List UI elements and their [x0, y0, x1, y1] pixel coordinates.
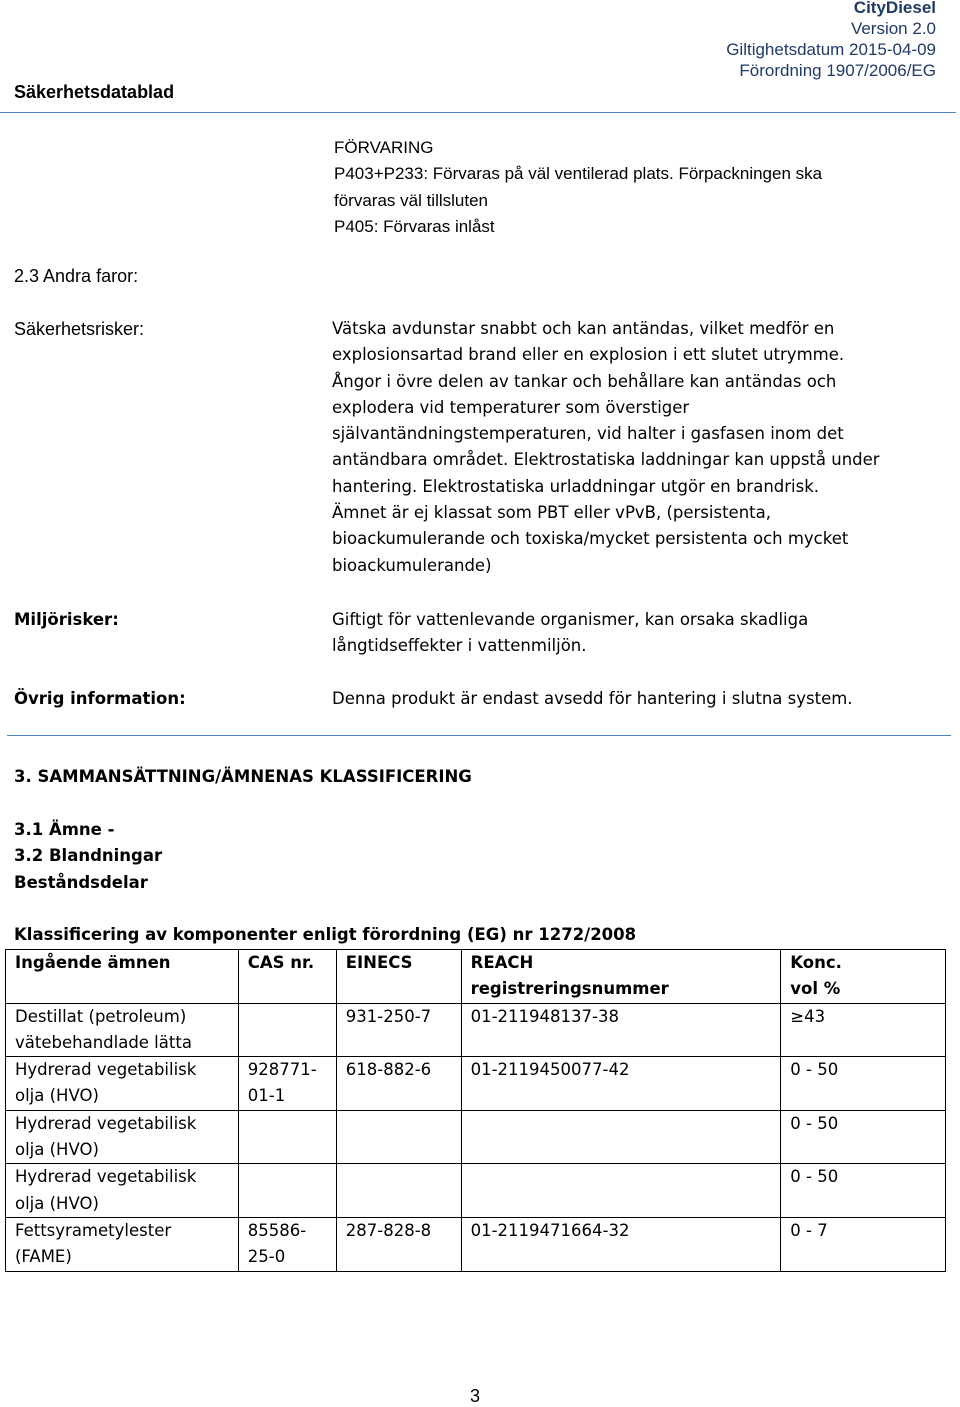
table-row [6, 1057, 946, 1111]
safety-line: antändbara området. Elektrostatiska laddningar kan uppstå under [332, 450, 880, 470]
cell-ingredient: Hydrerad vegetabilisk olja (HVO) [6, 1110, 239, 1164]
cell-einecs [336, 1110, 461, 1164]
safety-line: hantering. Elektrostatiska urladdningar utgör en brandrisk. [332, 476, 820, 496]
substance-heading: 3.1 Ämne - [14, 820, 115, 839]
cell-cas [238, 1164, 336, 1218]
cell-cas: 928771- 01-1 [238, 1057, 336, 1111]
storage-block [334, 135, 822, 240]
storage-line: P405: Förvaras inlåst [334, 216, 495, 236]
safety-line: Vätska avdunstar snabbt och kan antändas, vilket medför en [332, 319, 835, 338]
cell-concentration: ≥43 [781, 1003, 946, 1057]
cell-cas [238, 1003, 336, 1057]
document-title: Säkerhetsdatablad [14, 82, 175, 102]
cell-einecs: 618-882-6 [336, 1057, 461, 1111]
cell-cas: 85586- 25-0 [238, 1217, 336, 1271]
cell-concentration: 0 - 50 [781, 1057, 946, 1111]
header-concentration: Konc. vol % [781, 950, 946, 1004]
cell-concentration: 0 - 7 [781, 1217, 946, 1271]
product-name: CityDiesel [853, 0, 936, 17]
storage-line: P403+P233: Förvaras på väl ventilerad plats. Förpackningen ska [334, 164, 823, 184]
header-meta [536, 0, 936, 81]
mixtures-heading: 3.2 Blandningar [14, 846, 163, 866]
storage-heading: FÖRVARING [334, 138, 434, 157]
table-row [6, 1217, 946, 1271]
section-3-heading: 3. SAMMANSÄTTNING/ÄMNENAS KLASSIFICERING [14, 767, 472, 786]
env-line: Giftigt för vattenlevande organismer, kan orsaka skadliga [332, 610, 809, 629]
cell-reach: 01-2119471664-32 [461, 1217, 781, 1271]
header-reach: REACH registreringsnummer [461, 950, 781, 1004]
header-cas: CAS nr. [238, 950, 336, 1004]
table-row [6, 1110, 946, 1164]
safety-line: explodera vid temperaturer som överstiger [332, 397, 690, 417]
header-einecs: EINECS [336, 950, 461, 1004]
header-ingredient: Ingående ämnen [6, 950, 239, 1004]
cell-reach: 01-2119450077-42 [461, 1057, 781, 1111]
other-info-label: Övrig information: [14, 689, 186, 708]
cell-reach [461, 1110, 781, 1164]
cell-ingredient: Destillat (petroleum) vätebehandlade lätta [6, 1003, 239, 1057]
page-number: 3 [470, 1386, 481, 1406]
safety-line: bioackumulerande) [332, 555, 492, 575]
classification-table-title: Klassificering av komponenter enligt förordning (EG) nr 1272/2008 [14, 925, 637, 944]
cell-reach: 01-211948137-38 [461, 1003, 781, 1057]
environment-risks-label: Miljörisker: [14, 610, 119, 629]
validity-date: Giltighetsdatum 2015-04-09 [726, 40, 936, 59]
cell-einecs [336, 1164, 461, 1218]
header-rule [0, 112, 956, 113]
version-label: Version 2.0 [850, 19, 936, 38]
cell-ingredient: Fettsyrametylester (FAME) [6, 1217, 239, 1271]
env-line: långtidseffekter i vattenmiljön. [332, 636, 587, 656]
cell-einecs: 287-828-8 [336, 1217, 461, 1271]
safety-line: explosionsartad brand eller en explosion i ett slutet utrymme. [332, 345, 845, 365]
regulation-label: Förordning 1907/2006/EG [739, 61, 936, 80]
components-heading: Beståndsdelar [14, 872, 148, 892]
environment-risks-text [332, 607, 952, 660]
cell-concentration: 0 - 50 [781, 1164, 946, 1218]
components-table [5, 949, 946, 1272]
section-3-sub [14, 817, 162, 896]
cell-ingredient: Hydrerad vegetabilisk olja (HVO) [6, 1164, 239, 1218]
safety-line: Ångor i övre delen av tankar och behållare kan antändas och [332, 371, 837, 391]
cell-einecs: 931-250-7 [336, 1003, 461, 1057]
cell-ingredient: Hydrerad vegetabilisk olja (HVO) [6, 1057, 239, 1111]
safety-risks-text [332, 316, 952, 579]
other-info-text: Denna produkt är endast avsedd för hantering i slutna system. [332, 689, 853, 708]
table-header-row [6, 950, 946, 1004]
section-2-3-heading: 2.3 Andra faror: [14, 266, 139, 286]
cell-concentration: 0 - 50 [781, 1110, 946, 1164]
safety-line: Ämnet är ej klassat som PBT eller vPvB, (persistenta, [332, 503, 771, 523]
safety-line: självantändningstemperaturen, vid halter i gasfasen inom det [332, 424, 844, 444]
safety-risks-label: Säkerhetsrisker: [14, 319, 145, 339]
storage-line: förvaras väl tillsluten [334, 190, 489, 210]
table-row [6, 1164, 946, 1218]
cell-cas [238, 1110, 336, 1164]
section-rule [7, 735, 951, 736]
table-row [6, 1003, 946, 1057]
cell-reach [461, 1164, 781, 1218]
safety-line: bioackumulerande och toxiska/mycket persistenta och mycket [332, 529, 849, 549]
